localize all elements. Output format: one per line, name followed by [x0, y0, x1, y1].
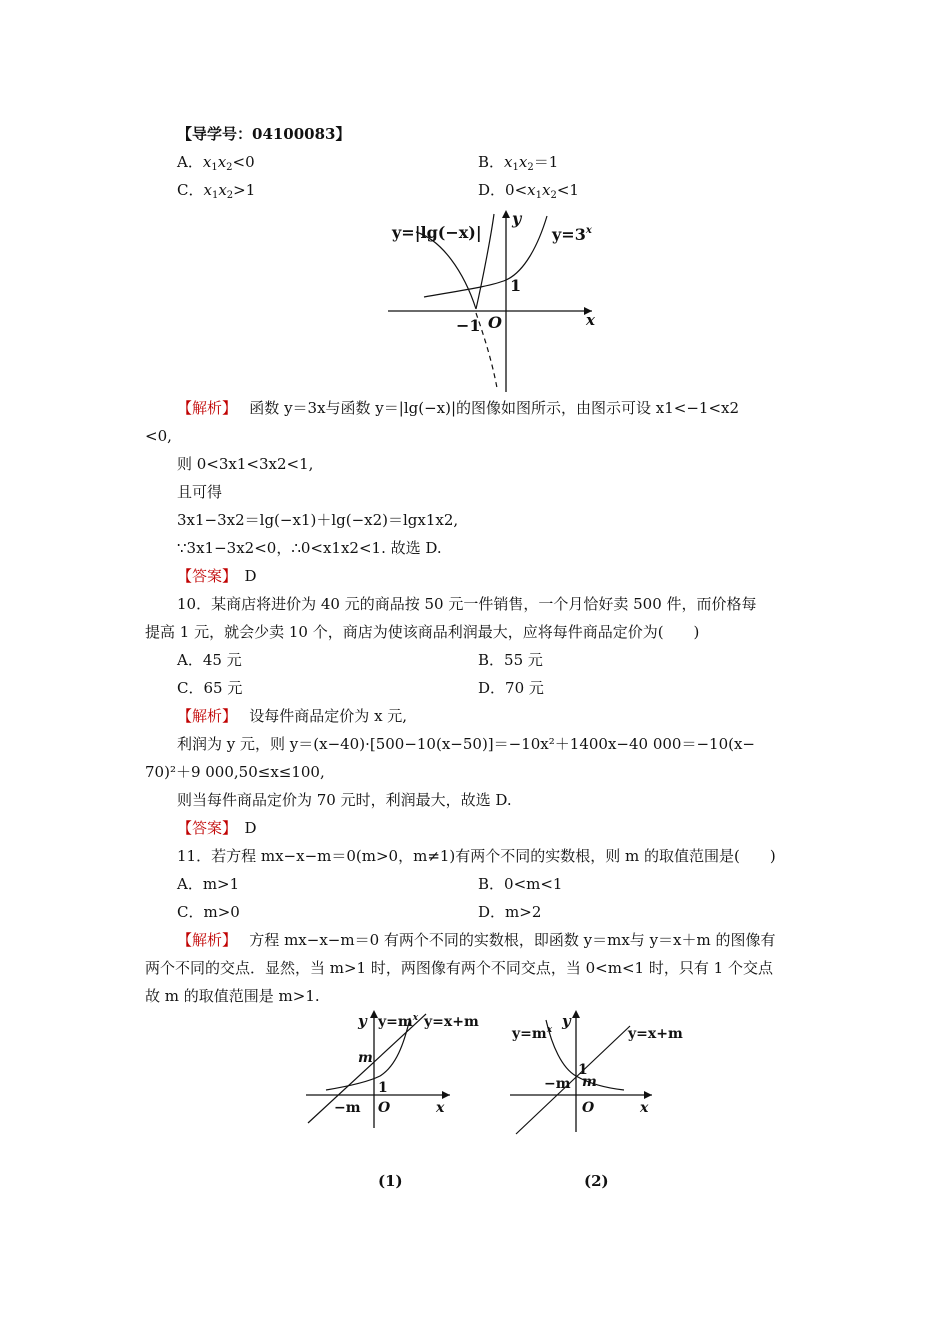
q9-option-d: D．$0<x_1x_2<1$: [478, 181, 579, 201]
x-axis-label: x: [436, 1100, 445, 1116]
exponent-x: x: [585, 225, 592, 236]
q9-answer: 【答案】 D: [177, 567, 257, 585]
q10-analysis-line-3: 70)²＋9 000,50≤x≤100,: [145, 763, 325, 781]
q10-stem-line-1: 10．某商店将进价为 40 元的商品按 50 元一件销售，一个月恰好卖 500 件，而价格每: [177, 595, 757, 613]
line-label: y=x+m: [628, 1026, 683, 1042]
q11-option-b: B．0<m<1: [478, 875, 563, 893]
q9-option-c: C．$x_1x_2>1$: [177, 181, 256, 201]
q11-analysis-line-3: 故 m 的取值范围是 m>1.: [145, 987, 320, 1005]
q11-analysis-line-2: 两个不同的交点．显然，当 m>1 时，两图像有两个不同交点，当 0<m<1 时，只有 1 个交点: [145, 959, 773, 977]
curve-label: $y=m^x$: [378, 1013, 419, 1030]
x-axis-arrow: [442, 1091, 450, 1099]
graph-label-abs-lg: y=|lg(−x)|: [392, 223, 482, 242]
curve-label: $y=m^x$: [512, 1025, 553, 1042]
origin-label: O: [488, 313, 502, 332]
tick-label-one: 1: [578, 1062, 588, 1078]
tick-label-neg-one: −1: [456, 316, 481, 335]
q10-answer: 【答案】 D: [177, 819, 257, 837]
y-axis-arrow: [502, 210, 510, 218]
q10-option-a: A．45 元: [177, 651, 242, 669]
q11-option-a: A．m>1: [177, 875, 240, 893]
y-axis-label: y: [358, 1012, 367, 1030]
intercept-m: m: [358, 1050, 373, 1066]
y-axis-arrow: [572, 1010, 580, 1018]
q10-analysis-line-4: 则当每件商品定价为 70 元时，利润最大，故选 D.: [177, 791, 512, 809]
tick-label-one: 1: [510, 276, 522, 295]
tick-label-one: 1: [378, 1080, 388, 1096]
q9-graph: [380, 206, 610, 394]
q11-graph-1: [300, 1008, 479, 1194]
q10-analysis-line-2: 利润为 y 元，则 y＝(x−40)·[500−10(x−50)]＝−10x²＋1400x−40 000＝−10(x−: [177, 735, 755, 753]
q9-analysis-line-6: ∵3x1−3x2<0，∴0<x1x2<1. 故选 D.: [177, 539, 442, 557]
tick-label-neg-m: −m: [334, 1100, 361, 1116]
x-axis-label: x: [586, 311, 595, 329]
q9-analysis-line-2: <0,: [145, 427, 172, 445]
graph-caption: (1): [378, 1172, 403, 1190]
graph-caption: (2): [584, 1172, 609, 1190]
q9-analysis-line-3: 则 0<3x1<3x2<1,: [177, 455, 314, 473]
q10-option-d: D．70 元: [478, 679, 544, 697]
origin-label: O: [378, 1100, 391, 1116]
y-axis-label: y: [512, 209, 522, 228]
q11-stem: 11．若方程 mx−x−m＝0(m>0，m≠1)有两个不同的实数根，则 m 的取值范围是( ): [177, 847, 776, 865]
q10-stem-line-2: 提高 1 元，就会少卖 10 个，商店为使该商品利润最大，应将每件商品定价为( ): [145, 623, 700, 641]
q9-analysis-line-5: 3x1−3x2＝lg(−x1)＋lg(−x2)＝lgx1x2,: [177, 511, 459, 529]
q9-analysis-line-1: 【解析】 函数 y＝3x与函数 y＝|lg(−x)|的图像如图所示，由图示可设 x1<−1<x2: [177, 399, 740, 417]
graph-label-3x: $y=3^x$: [552, 225, 592, 244]
q10-option-c: C．65 元: [177, 679, 243, 697]
q10-analysis-line-1: 【解析】 设每件商品定价为 x 元,: [177, 707, 408, 725]
q11-analysis-line-1: 【解析】 方程 mx−x−m＝0 有两个不同的实数根，即函数 y＝mx与 y＝x＋m 的图像有: [177, 931, 776, 949]
intercept-m: m: [582, 1074, 597, 1090]
analysis-tag: 【解析】: [177, 707, 230, 725]
origin-label: O: [582, 1100, 595, 1116]
line-x-plus-m: [308, 1014, 426, 1123]
q11-graph-2: [506, 1008, 696, 1194]
analysis-tag: 【解析】: [177, 399, 230, 417]
y-axis-label: y: [562, 1012, 571, 1030]
analysis-tag: 【解析】: [177, 931, 230, 949]
exponent-x: x: [412, 1013, 419, 1023]
doc-number: 【导学号：04100083】: [177, 125, 351, 143]
q10-option-b: B．55 元: [478, 651, 543, 669]
curve-abs-lg-left: [416, 232, 476, 309]
q11-option-d: D．m>2: [478, 903, 542, 921]
q9-option-b: B．$x_1x_2=1$: [478, 153, 559, 173]
answer-tag: 【答案】: [177, 567, 230, 585]
x-axis-arrow: [644, 1091, 652, 1099]
answer-tag: 【答案】: [177, 819, 230, 837]
x-axis-label: x: [640, 1100, 649, 1116]
y-axis-arrow: [370, 1010, 378, 1018]
q9-analysis-line-4: 且可得: [177, 483, 223, 501]
tick-label-neg-m: −m: [544, 1076, 571, 1092]
line-label: y=x+m: [424, 1014, 479, 1030]
line-x-plus-m: [516, 1026, 630, 1134]
exponent-x: x: [546, 1025, 553, 1035]
q11-option-c: C．m>0: [177, 903, 240, 921]
q9-option-a: A．$x_1x_2<0$: [177, 153, 255, 173]
